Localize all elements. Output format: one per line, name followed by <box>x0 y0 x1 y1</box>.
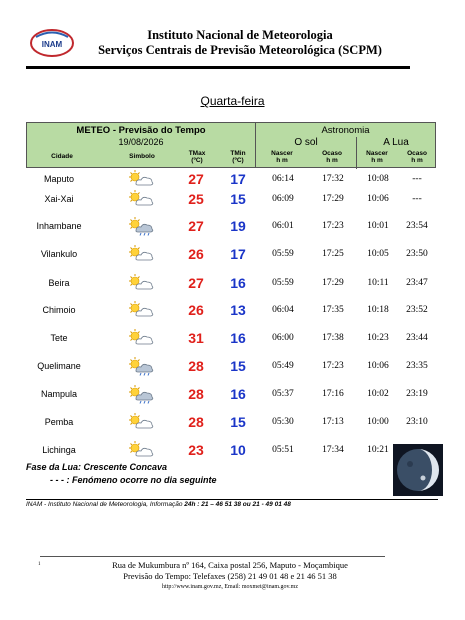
col-moonrise: Nascer h m <box>366 150 388 164</box>
tmin-value: 13 <box>230 302 246 318</box>
tmin-value: 17 <box>230 246 246 262</box>
moonset-time: 23:19 <box>406 389 428 399</box>
footer-divider <box>40 556 385 557</box>
tmax-value: 28 <box>188 358 204 374</box>
sunrise-time: 05:37 <box>272 389 294 399</box>
tmin-value: 16 <box>230 386 246 402</box>
sun-cloud-icon <box>126 188 156 210</box>
footer-address: Rua de Mukumbura nº 164, Caixa postal 256, Maputo - Moçambique <box>112 560 348 570</box>
tmax-value: 27 <box>188 275 204 291</box>
tmax-value: 25 <box>188 191 204 207</box>
inam-contact <box>26 501 291 508</box>
table-row <box>26 188 436 210</box>
sunrise-time: 06:14 <box>272 174 294 184</box>
footer-web: http://www.inam.gov.mz, Email: moxmet@inam.gov.mz <box>161 584 298 590</box>
tmin-value: 10 <box>230 442 246 458</box>
sun-cloud-icon <box>126 411 156 433</box>
col-sunrise: Nascer h m <box>271 150 293 164</box>
sun-cloud-icon <box>126 439 156 461</box>
moonrise-time: 10:01 <box>367 221 389 231</box>
astro-divider <box>356 137 357 169</box>
moonset-time: 23:54 <box>406 221 428 231</box>
city-name: Pemba <box>44 417 74 427</box>
moon-label: A Lua <box>383 137 409 148</box>
city-name: Tete <box>50 333 68 343</box>
sun-label: O sol <box>294 137 318 148</box>
sunset-time: 17:32 <box>322 174 344 184</box>
moonrise-time: 10:11 <box>367 278 389 288</box>
inam-phone: 24h : 21 – 46 51 38 ou 21 - 49 01 48 <box>184 501 291 508</box>
city-name: Vilankulo <box>40 249 78 259</box>
sunrise-time: 06:01 <box>272 221 294 231</box>
sun-cloud-rain-icon <box>126 215 156 237</box>
astronomy-title: Astronomia <box>321 125 370 136</box>
sunrise-time: 06:09 <box>272 194 294 204</box>
sun-cloud-rain-icon <box>126 383 156 405</box>
col-tmin: TMin (ºC) <box>230 150 246 164</box>
city-name: Inhambane <box>36 221 82 231</box>
sunrise-time: 05:59 <box>272 249 294 259</box>
sunset-time: 17:35 <box>322 305 344 315</box>
forecast-table <box>26 122 436 458</box>
moonrise-time: 10:06 <box>367 361 389 371</box>
city-name: Nampula <box>40 389 78 399</box>
table-row <box>26 355 436 377</box>
legend-note: - - - : Fenómeno ocorre no dia seguinte <box>50 475 217 485</box>
col-moonset: Ocaso h m <box>407 150 427 164</box>
tmin-value: 15 <box>230 414 246 430</box>
moonrise-time: 10:00 <box>367 417 389 427</box>
city-name: Lichinga <box>42 445 76 455</box>
footer-phone: Previsão do Tempo: Telefaxes (258) 21 49 01 48 e 21 46 51 38 <box>123 571 337 581</box>
moonrise-time: 10:18 <box>367 305 389 315</box>
city-name: Beira <box>48 278 70 288</box>
moonset-time: 23:10 <box>406 417 428 427</box>
sunset-time: 17:23 <box>322 221 344 231</box>
sunrise-time: 06:04 <box>272 305 294 315</box>
sunrise-time: 06:00 <box>272 333 294 343</box>
footer <box>80 560 380 593</box>
tmin-value: 16 <box>230 330 246 346</box>
col-tmax: TMax (ºC) <box>188 150 206 164</box>
moonrise-time: 10:23 <box>367 333 389 343</box>
sun-cloud-icon <box>126 168 156 190</box>
tmax-value: 27 <box>188 218 204 234</box>
meteo-header <box>26 122 256 168</box>
moonset-time: 23:35 <box>406 361 428 371</box>
institute-title <box>90 28 390 58</box>
moonset-time: 23:50 <box>406 249 428 259</box>
moonrise-time: 10:21 <box>367 445 389 455</box>
tmin-value: 15 <box>230 191 246 207</box>
astronomy-header <box>256 122 436 168</box>
tmax-value: 26 <box>188 302 204 318</box>
title-line2: Serviços Centrais de Previsão Meteorológica (SCPM) <box>98 43 382 57</box>
header-divider <box>26 66 410 69</box>
sunset-time: 17:34 <box>322 445 344 455</box>
col-city: Cidade <box>51 153 73 160</box>
sunset-time: 17:29 <box>322 194 344 204</box>
moonset-time: 23:52 <box>406 305 428 315</box>
moonset-time: --- <box>412 194 422 204</box>
city-name: Xai-Xai <box>44 194 74 204</box>
sunset-time: 17:16 <box>322 389 344 399</box>
moonrise-time: 10:02 <box>367 389 389 399</box>
moonrise-time: 10:06 <box>367 194 389 204</box>
day-of-week: Quarta-feira <box>200 94 265 108</box>
moonset-time: 23:47 <box>406 278 428 288</box>
sunset-time: 17:23 <box>322 361 344 371</box>
moonrise-time: 10:08 <box>367 174 389 184</box>
table-row <box>26 411 436 433</box>
header <box>0 0 465 70</box>
table-row <box>26 243 436 265</box>
table-row <box>26 299 436 321</box>
notes-divider <box>26 499 438 500</box>
sunset-time: 17:13 <box>322 417 344 427</box>
tmax-value: 23 <box>188 442 204 458</box>
tmax-value: 28 <box>188 386 204 402</box>
tmin-value: 16 <box>230 275 246 291</box>
table-row <box>26 215 436 237</box>
moonset-time: --- <box>412 174 422 184</box>
tmax-value: 28 <box>188 414 204 430</box>
sunset-time: 17:25 <box>322 249 344 259</box>
sun-cloud-icon <box>126 299 156 321</box>
inam-info: INAM - Instituto Nacional de Meteorologia, Informação <box>26 501 183 508</box>
tmin-value: 15 <box>230 358 246 374</box>
tmax-value: 27 <box>188 171 204 187</box>
sun-cloud-icon <box>126 243 156 265</box>
sun-cloud-rain-icon <box>126 355 156 377</box>
moonrise-time: 10:05 <box>367 249 389 259</box>
sunset-time: 17:29 <box>322 278 344 288</box>
table-row <box>26 439 436 461</box>
sunrise-time: 05:59 <box>272 278 294 288</box>
tmin-value: 17 <box>230 171 246 187</box>
col-sunset: Ocaso h m <box>322 150 342 164</box>
tmax-value: 31 <box>188 330 204 346</box>
sunrise-time: 05:51 <box>272 445 294 455</box>
city-name: Chimoio <box>42 305 76 315</box>
sun-cloud-icon <box>126 327 156 349</box>
forecast-date: 19/08/2026 <box>118 137 164 147</box>
title-line1: Instituto Nacional de Meteorologia <box>147 28 333 42</box>
page-number: 1 <box>38 562 41 567</box>
tmax-value: 26 <box>188 246 204 262</box>
logo-text: INAM <box>41 40 63 49</box>
table-row <box>26 383 436 405</box>
table-row <box>26 327 436 349</box>
table-row <box>26 168 436 190</box>
city-name: Maputo <box>43 174 75 184</box>
sunset-time: 17:38 <box>322 333 344 343</box>
tmin-value: 19 <box>230 218 246 234</box>
col-symbol: Simbolo <box>129 153 155 160</box>
inam-logo <box>30 28 74 58</box>
sun-cloud-icon <box>126 272 156 294</box>
moon-phase-image <box>393 444 443 496</box>
sunrise-time: 05:49 <box>272 361 294 371</box>
city-name: Quelimane <box>37 361 81 371</box>
meteo-title: METEO - Previsão do Tempo <box>76 125 206 136</box>
table-row <box>26 272 436 294</box>
moonset-time: 23:44 <box>406 333 428 343</box>
moon-phase-note: Fase da Lua: Crescente Concava <box>26 462 168 472</box>
sunrise-time: 05:30 <box>272 417 294 427</box>
